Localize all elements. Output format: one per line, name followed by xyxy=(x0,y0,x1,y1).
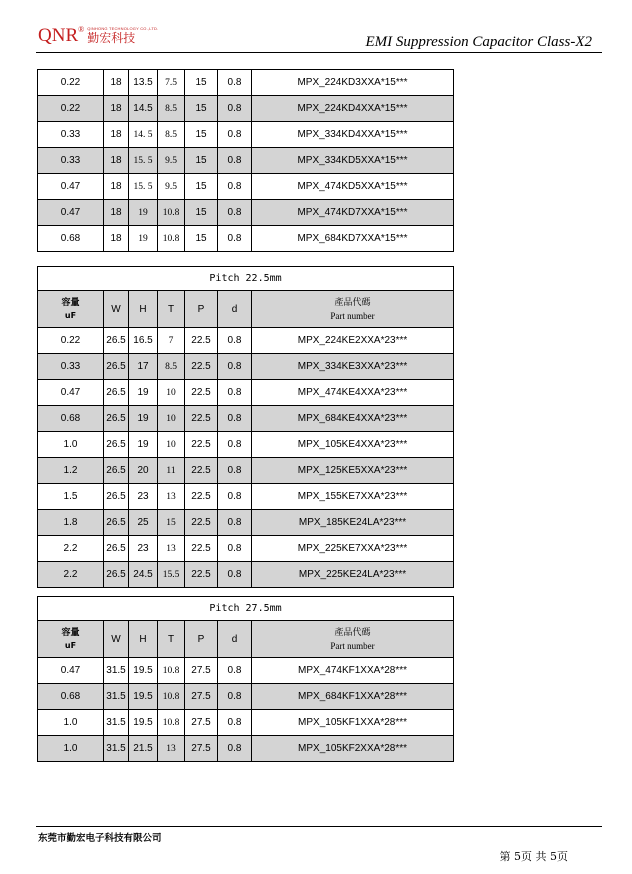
cell-d: 0.8 xyxy=(218,226,252,252)
table-row xyxy=(38,226,454,252)
cell-p: 22.5 xyxy=(185,536,218,562)
cell-part-number: MPX_334KD5XXA*15*** xyxy=(252,148,454,174)
cell-capacitance: 2.2 xyxy=(38,536,104,562)
cell-t: 8.5 xyxy=(158,122,185,148)
header-part-number: 產品代碼 Part number xyxy=(252,291,454,328)
cell-w: 26.5 xyxy=(104,432,129,458)
cell-part-number: MPX_224KE2XXA*23*** xyxy=(252,328,454,354)
cell-capacitance: 1.2 xyxy=(38,458,104,484)
cell-h: 21.5 xyxy=(129,736,158,762)
cell-capacitance: 1.8 xyxy=(38,510,104,536)
cell-capacitance: 0.47 xyxy=(38,380,104,406)
table-row xyxy=(38,684,454,710)
cell-h: 19 xyxy=(129,406,158,432)
cell-d: 0.8 xyxy=(218,96,252,122)
table-row xyxy=(38,148,454,174)
pitch-22-5-table xyxy=(37,266,454,588)
cell-h: 23 xyxy=(129,536,158,562)
cell-p: 22.5 xyxy=(185,406,218,432)
cell-t: 7.5 xyxy=(158,70,185,96)
cell-part-number: MPX_225KE24LA*23*** xyxy=(252,562,454,588)
table-row xyxy=(38,406,454,432)
cell-part-number: MPX_474KF1XXA*28*** xyxy=(252,658,454,684)
cell-w: 31.5 xyxy=(104,736,129,762)
cell-w: 26.5 xyxy=(104,484,129,510)
cell-t: 8.5 xyxy=(158,354,185,380)
header-t: T xyxy=(158,621,185,658)
cell-p: 22.5 xyxy=(185,562,218,588)
table-row xyxy=(38,174,454,200)
cell-capacitance: 0.33 xyxy=(38,148,104,174)
cell-t: 8.5 xyxy=(158,96,185,122)
cell-h: 14. 5 xyxy=(129,122,158,148)
cell-part-number: MPX_105KF1XXA*28*** xyxy=(252,710,454,736)
cell-part-number: MPX_224KD3XXA*15*** xyxy=(252,70,454,96)
cell-w: 26.5 xyxy=(104,406,129,432)
cell-capacitance: 1.0 xyxy=(38,432,104,458)
cell-p: 27.5 xyxy=(185,736,218,762)
cell-d: 0.8 xyxy=(218,148,252,174)
header-h: H xyxy=(129,291,158,328)
cell-w: 26.5 xyxy=(104,458,129,484)
cell-part-number: MPX_334KD4XXA*15*** xyxy=(252,122,454,148)
cell-part-number: MPX_185KE24LA*23*** xyxy=(252,510,454,536)
cell-h: 15. 5 xyxy=(129,174,158,200)
cell-d: 0.8 xyxy=(218,432,252,458)
cell-h: 19.5 xyxy=(129,684,158,710)
cell-w: 31.5 xyxy=(104,658,129,684)
table-row xyxy=(38,432,454,458)
table-row xyxy=(38,710,454,736)
cell-w: 18 xyxy=(104,96,129,122)
cell-part-number: MPX_224KD4XXA*15*** xyxy=(252,96,454,122)
header-divider xyxy=(36,52,602,53)
table-row xyxy=(38,380,454,406)
cell-h: 23 xyxy=(129,484,158,510)
cell-w: 31.5 xyxy=(104,684,129,710)
header-p: P xyxy=(185,621,218,658)
cell-d: 0.8 xyxy=(218,174,252,200)
cell-t: 10.8 xyxy=(158,226,185,252)
cell-t: 10 xyxy=(158,380,185,406)
cell-capacitance: 0.68 xyxy=(38,406,104,432)
document-title: EMI Suppression Capacitor Class-X2 xyxy=(365,34,592,50)
cell-part-number: MPX_684KF1XXA*28*** xyxy=(252,684,454,710)
table-row xyxy=(38,736,454,762)
cell-part-number: MPX_225KE7XXA*23*** xyxy=(252,536,454,562)
cell-capacitance: 1.5 xyxy=(38,484,104,510)
table-header-row xyxy=(38,621,454,658)
cell-p: 15 xyxy=(185,226,218,252)
header-w: W xyxy=(104,621,129,658)
cell-capacitance: 2.2 xyxy=(38,562,104,588)
cell-t: 10.8 xyxy=(158,684,185,710)
cell-h: 19 xyxy=(129,432,158,458)
cell-p: 27.5 xyxy=(185,684,218,710)
cell-p: 22.5 xyxy=(185,458,218,484)
cell-p: 27.5 xyxy=(185,658,218,684)
registered-mark: ® xyxy=(78,25,85,34)
cell-t: 15 xyxy=(158,510,185,536)
footer-divider xyxy=(36,826,602,827)
cell-w: 26.5 xyxy=(104,536,129,562)
cell-h: 15. 5 xyxy=(129,148,158,174)
cell-capacitance: 0.47 xyxy=(38,658,104,684)
cell-t: 10.8 xyxy=(158,710,185,736)
cell-p: 15 xyxy=(185,70,218,96)
cell-p: 22.5 xyxy=(185,484,218,510)
table-row xyxy=(38,562,454,588)
cell-h: 14.5 xyxy=(129,96,158,122)
cell-w: 26.5 xyxy=(104,354,129,380)
table-row xyxy=(38,328,454,354)
cell-part-number: MPX_684KD7XXA*15*** xyxy=(252,226,454,252)
header-part-number: 產品代碼 Part number xyxy=(252,621,454,658)
table-row xyxy=(38,510,454,536)
cell-h: 16.5 xyxy=(129,328,158,354)
table-row xyxy=(38,122,454,148)
cell-t: 11 xyxy=(158,458,185,484)
cell-part-number: MPX_684KE4XXA*23*** xyxy=(252,406,454,432)
cell-p: 22.5 xyxy=(185,328,218,354)
cell-t: 9.5 xyxy=(158,148,185,174)
pitch-22-5-title: Pitch 22.5mm xyxy=(38,267,454,291)
header-p: P xyxy=(185,291,218,328)
cell-h: 24.5 xyxy=(129,562,158,588)
cell-capacitance: 0.22 xyxy=(38,70,104,96)
cell-p: 22.5 xyxy=(185,510,218,536)
cell-h: 17 xyxy=(129,354,158,380)
logo-brand: QNR® xyxy=(38,25,85,46)
header-capacitance: 容量 uF xyxy=(38,291,104,328)
cell-t: 13 xyxy=(158,484,185,510)
logo-chinese-name: 勤宏科技 xyxy=(87,31,136,45)
cell-h: 19 xyxy=(129,226,158,252)
cell-w: 18 xyxy=(104,174,129,200)
table-header-row xyxy=(38,291,454,328)
cell-capacitance: 0.22 xyxy=(38,328,104,354)
cell-d: 0.8 xyxy=(218,484,252,510)
cell-part-number: MPX_105KF2XXA*28*** xyxy=(252,736,454,762)
cell-p: 15 xyxy=(185,200,218,226)
cell-part-number: MPX_334KE3XXA*23*** xyxy=(252,354,454,380)
cell-w: 26.5 xyxy=(104,510,129,536)
cell-d: 0.8 xyxy=(218,562,252,588)
cell-t: 10 xyxy=(158,406,185,432)
table-row xyxy=(38,484,454,510)
cell-w: 26.5 xyxy=(104,562,129,588)
cell-capacitance: 0.47 xyxy=(38,174,104,200)
cell-p: 22.5 xyxy=(185,380,218,406)
page-number: 第 5页 共 5页 xyxy=(499,850,568,863)
cell-part-number: MPX_155KE7XXA*23*** xyxy=(252,484,454,510)
cell-capacitance: 1.0 xyxy=(38,736,104,762)
cell-h: 20 xyxy=(129,458,158,484)
cell-t: 10.8 xyxy=(158,200,185,226)
table-row xyxy=(38,458,454,484)
cell-p: 15 xyxy=(185,174,218,200)
cell-part-number: MPX_474KE4XXA*23*** xyxy=(252,380,454,406)
cell-w: 18 xyxy=(104,148,129,174)
pitch-15-table xyxy=(37,69,454,252)
cell-d: 0.8 xyxy=(218,510,252,536)
cell-part-number: MPX_105KE4XXA*23*** xyxy=(252,432,454,458)
table-row xyxy=(38,354,454,380)
table-row xyxy=(38,200,454,226)
table-row xyxy=(38,70,454,96)
cell-w: 26.5 xyxy=(104,328,129,354)
header-capacitance: 容量 uF xyxy=(38,621,104,658)
cell-capacitance: 0.47 xyxy=(38,200,104,226)
cell-t: 13 xyxy=(158,736,185,762)
cell-w: 18 xyxy=(104,122,129,148)
cell-d: 0.8 xyxy=(218,458,252,484)
cell-t: 7 xyxy=(158,328,185,354)
header-d: d xyxy=(218,621,252,658)
cell-h: 19 xyxy=(129,200,158,226)
cell-d: 0.8 xyxy=(218,536,252,562)
table-row xyxy=(38,536,454,562)
cell-t: 13 xyxy=(158,536,185,562)
company-name: 东莞市勤宏电子科技有限公司 xyxy=(38,833,162,844)
cell-d: 0.8 xyxy=(218,122,252,148)
cell-capacitance: 0.68 xyxy=(38,684,104,710)
cell-d: 0.8 xyxy=(218,380,252,406)
cell-p: 22.5 xyxy=(185,432,218,458)
cell-w: 18 xyxy=(104,70,129,96)
company-logo xyxy=(38,26,158,45)
pitch-27-5-title: Pitch 27.5mm xyxy=(38,597,454,621)
cell-h: 19.5 xyxy=(129,658,158,684)
cell-h: 13.5 xyxy=(129,70,158,96)
cell-t: 10.8 xyxy=(158,658,185,684)
table-row xyxy=(38,658,454,684)
cell-t: 10 xyxy=(158,432,185,458)
cell-d: 0.8 xyxy=(218,328,252,354)
header-w: W xyxy=(104,291,129,328)
cell-w: 31.5 xyxy=(104,710,129,736)
cell-capacitance: 0.22 xyxy=(38,96,104,122)
cell-t: 9.5 xyxy=(158,174,185,200)
cell-d: 0.8 xyxy=(218,710,252,736)
logo-english-name: QINHONG TECHNOLOGY CO.,LTD. xyxy=(87,26,159,31)
cell-d: 0.8 xyxy=(218,354,252,380)
cell-d: 0.8 xyxy=(218,70,252,96)
cell-part-number: MPX_125KE5XXA*23*** xyxy=(252,458,454,484)
cell-capacitance: 0.33 xyxy=(38,354,104,380)
cell-h: 25 xyxy=(129,510,158,536)
header-t: T xyxy=(158,291,185,328)
cell-d: 0.8 xyxy=(218,684,252,710)
cell-d: 0.8 xyxy=(218,736,252,762)
pitch-27-5-table xyxy=(37,596,454,762)
cell-capacitance: 0.68 xyxy=(38,226,104,252)
cell-p: 15 xyxy=(185,122,218,148)
cell-p: 15 xyxy=(185,96,218,122)
table-row xyxy=(38,96,454,122)
cell-h: 19 xyxy=(129,380,158,406)
cell-capacitance: 0.33 xyxy=(38,122,104,148)
cell-d: 0.8 xyxy=(218,200,252,226)
cell-w: 18 xyxy=(104,226,129,252)
cell-part-number: MPX_474KD5XXA*15*** xyxy=(252,174,454,200)
cell-p: 27.5 xyxy=(185,710,218,736)
cell-w: 18 xyxy=(104,200,129,226)
cell-p: 15 xyxy=(185,148,218,174)
cell-d: 0.8 xyxy=(218,406,252,432)
header-h: H xyxy=(129,621,158,658)
header-d: d xyxy=(218,291,252,328)
cell-w: 26.5 xyxy=(104,380,129,406)
cell-d: 0.8 xyxy=(218,658,252,684)
cell-h: 19.5 xyxy=(129,710,158,736)
cell-p: 22.5 xyxy=(185,354,218,380)
cell-capacitance: 1.0 xyxy=(38,710,104,736)
cell-part-number: MPX_474KD7XXA*15*** xyxy=(252,200,454,226)
cell-t: 15.5 xyxy=(158,562,185,588)
